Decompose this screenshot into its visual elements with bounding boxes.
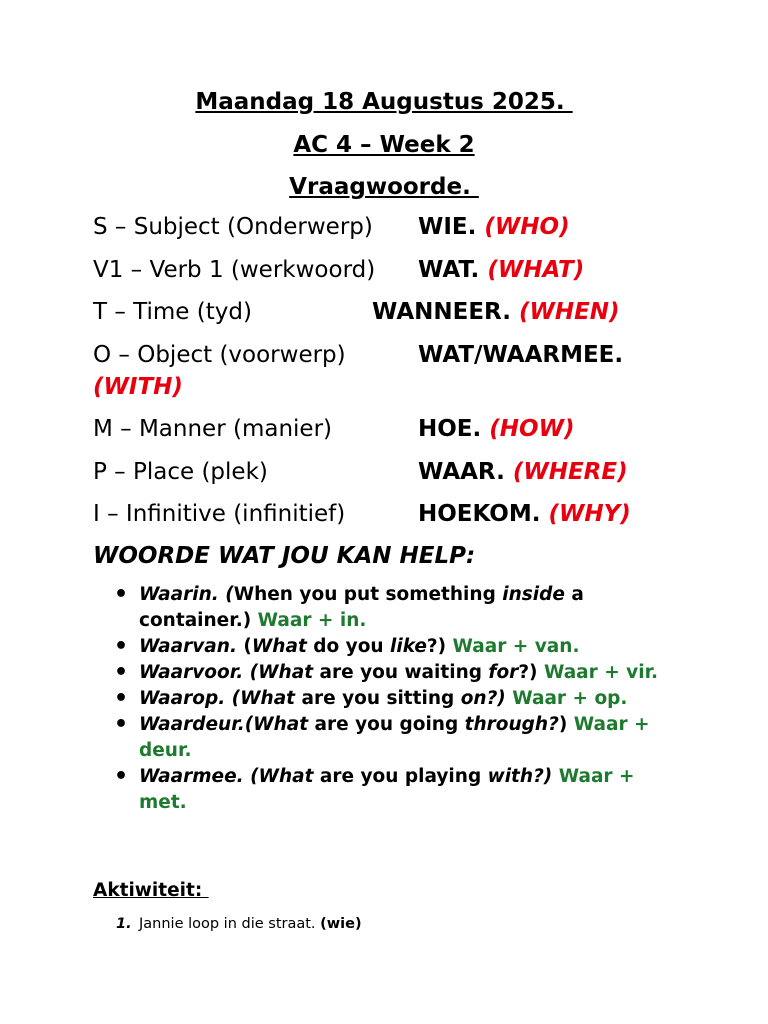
row-label-subject: S – Subject (Onderwerp) (93, 214, 373, 240)
help-text: are you playing (313, 766, 488, 787)
help-text: ?) (518, 662, 544, 683)
help-text: ?) (486, 688, 513, 709)
row-label-time: T – Time (tyd) (93, 299, 252, 325)
help-combo: Waar + deur. (139, 714, 650, 761)
english-word: (WHEN) (518, 299, 620, 325)
help-combo: Waar + met. (139, 766, 635, 813)
help-word: Waarvoor. ( (139, 662, 259, 683)
row-question-infinitive (418, 499, 631, 529)
help-text: What (240, 688, 296, 709)
help-text: on (460, 688, 487, 709)
help-text: are you sitting (295, 688, 461, 709)
help-text: like (390, 636, 427, 657)
help-combo: Waar + in. (257, 610, 367, 631)
help-word: Waarin. ( (139, 584, 234, 605)
english-word: (WHO) (484, 214, 570, 240)
activity-text: Jannie loop in die straat. (139, 916, 321, 932)
help-section-title: WOORDE WAT JOU KAN HELP: (93, 543, 476, 569)
question-word: WAT. (418, 257, 480, 283)
row-question-place (418, 457, 628, 487)
row-question-time (372, 297, 620, 327)
help-word: Waardeur.( (139, 714, 254, 735)
activity-number: 1. (116, 916, 132, 932)
english-word: (HOW) (489, 416, 575, 442)
row-label-verb: V1 – Verb 1 (werkwoord) (93, 257, 376, 283)
activity-item-1 (116, 914, 362, 934)
help-text: do you (306, 636, 391, 657)
row-label-place: P – Place (plek) (93, 459, 268, 485)
help-combo: Waar + op. (512, 688, 628, 709)
row-label-object: O – Object (voorwerp) (93, 342, 346, 368)
row-question-object: WAT/WAARMEE. (418, 342, 624, 368)
question-word: WIE. (418, 214, 477, 240)
topic-heading: Vraagwoorde. (289, 174, 479, 200)
list-item (139, 634, 679, 660)
english-word: (WHAT) (487, 257, 585, 283)
help-text: inside (502, 584, 565, 605)
row-english-object: (WITH) (93, 374, 183, 400)
help-text: When you put something (233, 584, 503, 605)
help-word: Waarmee. ( (139, 766, 259, 787)
help-text: ) (558, 714, 574, 735)
question-word: HOE. (418, 416, 482, 442)
help-text: ( (236, 636, 252, 657)
help-text: are you waiting (313, 662, 489, 683)
help-text: through? (464, 714, 559, 735)
row-question-subject (418, 212, 570, 242)
date-heading: Maandag 18 Augustus 2025. (195, 89, 573, 115)
activity-title: Aktiwiteit: (93, 880, 209, 901)
help-text: What (258, 662, 314, 683)
list-item (139, 686, 679, 712)
list-item (139, 582, 679, 634)
week-heading: AC 4 – Week 2 (293, 132, 475, 158)
row-label-infinitive: I – Infinitive (infinitief) (93, 501, 346, 527)
help-list (139, 582, 679, 816)
help-combo: Waar + van. (452, 636, 580, 657)
list-item (139, 712, 679, 764)
question-word: WAAR. (418, 459, 505, 485)
list-item (139, 660, 679, 686)
english-word: (WHERE) (512, 459, 628, 485)
help-combo: Waar + vir. (543, 662, 659, 683)
help-text: What (258, 766, 314, 787)
row-question-verb (418, 255, 584, 285)
activity-hint: (wie) (320, 916, 362, 932)
help-word: Waarop. ( (139, 688, 241, 709)
help-text: for (488, 662, 519, 683)
row-label-manner: M – Manner (manier) (93, 416, 332, 442)
english-word: (WHY) (548, 501, 631, 527)
help-text: ?) (426, 636, 453, 657)
question-word: HOEKOM. (418, 501, 541, 527)
help-word: Waarvan. (139, 636, 237, 657)
help-text: with?) (487, 766, 553, 787)
help-text: What (253, 714, 309, 735)
row-question-manner (418, 414, 574, 444)
list-item (139, 764, 679, 816)
help-text: What (251, 636, 307, 657)
help-text: are you going (308, 714, 465, 735)
help-text: a container.) (139, 584, 584, 631)
question-word: WANNEER. (372, 299, 511, 325)
